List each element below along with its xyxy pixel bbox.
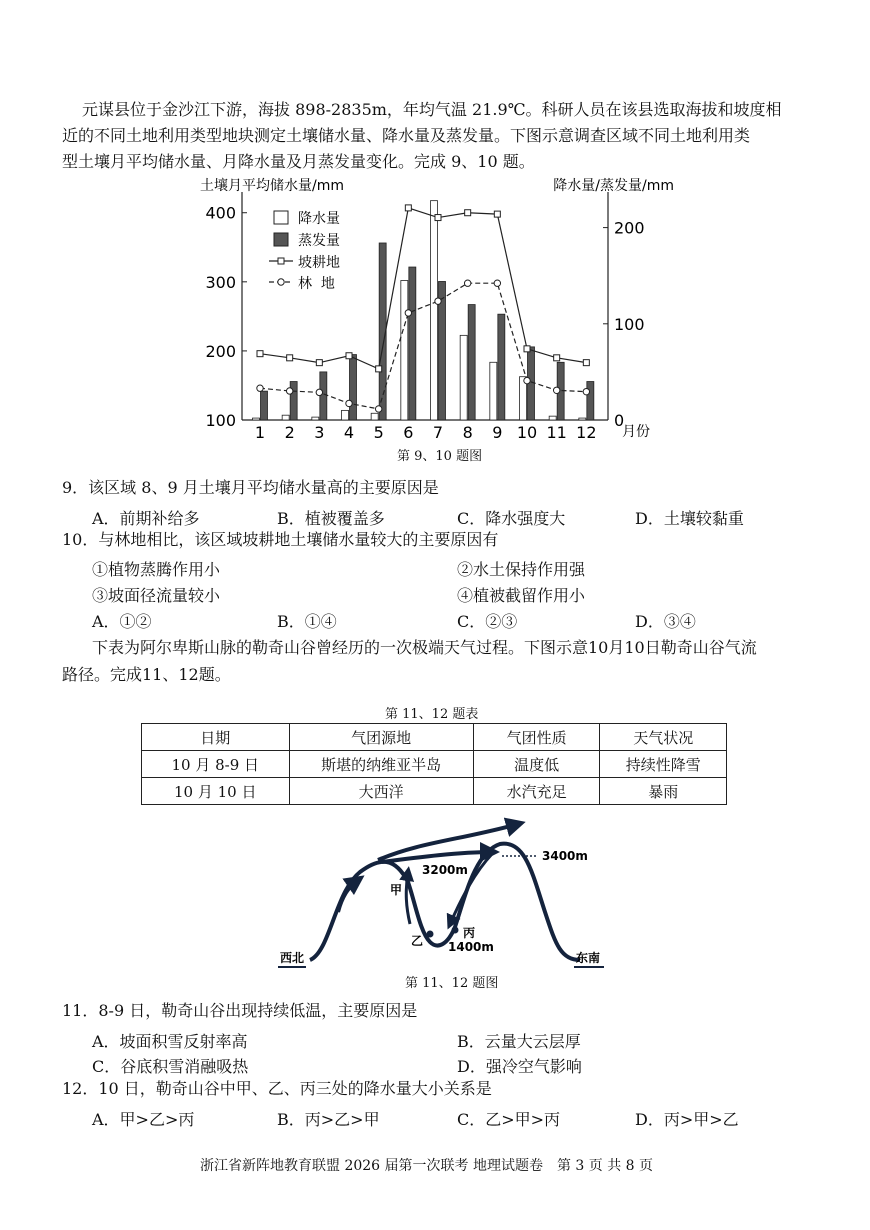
evap-bar bbox=[261, 391, 268, 420]
question-9-stem: 9．该区域 8、9 月土壤月平均储水量高的主要原因是 bbox=[62, 478, 439, 497]
x-tick-label: 1 bbox=[254, 423, 266, 442]
airflow-arrow-jia bbox=[406, 872, 410, 924]
label-1400m: 1400m bbox=[448, 940, 494, 954]
x-tick-label: 9 bbox=[492, 423, 503, 442]
q11-option-b[interactable]: B．云量大云层厚 bbox=[457, 1032, 581, 1051]
slope-farmland-point bbox=[465, 210, 471, 216]
x-tick-label: 12 bbox=[576, 423, 597, 442]
legend-label-evap: 蒸发量 bbox=[298, 233, 340, 249]
slope-farmland-point bbox=[524, 346, 530, 352]
slope-farmland-point bbox=[316, 360, 322, 366]
left-tick-label: 200 bbox=[205, 341, 236, 361]
q12-option-a[interactable]: A．甲>乙>丙 bbox=[92, 1110, 195, 1129]
table-cell: 持续性降雪 bbox=[600, 751, 727, 778]
q10-option-d[interactable]: D．③④ bbox=[635, 612, 696, 631]
table-header-row bbox=[142, 724, 727, 751]
precip-bar bbox=[579, 418, 586, 420]
legend-marker-forest bbox=[278, 279, 284, 285]
precip-bar bbox=[342, 410, 349, 420]
x-tick-label: 8 bbox=[462, 423, 473, 442]
legend bbox=[269, 210, 340, 292]
forest-point bbox=[346, 400, 352, 406]
forest-point bbox=[464, 280, 470, 286]
evap-bar bbox=[350, 355, 357, 420]
question-11-stem: 11．8-9 日，勒奇山谷出现持续低温，主要原因是 bbox=[62, 1001, 418, 1020]
table-caption: 第 11、12 题表 bbox=[385, 707, 479, 722]
x-tick-label: 4 bbox=[343, 423, 355, 442]
table-cell: 大西洋 bbox=[289, 778, 473, 805]
precip-bar bbox=[549, 416, 556, 420]
table-header-cell: 天气状况 bbox=[600, 724, 727, 751]
point-bing bbox=[452, 927, 459, 934]
left-tick-label: 100 bbox=[205, 411, 236, 430]
evap-bar bbox=[468, 305, 475, 420]
precip-bar bbox=[490, 362, 497, 420]
forest-point bbox=[494, 280, 500, 286]
figure-1-caption: 第 9、10 题图 bbox=[397, 449, 483, 464]
x-tick-label: 10 bbox=[516, 423, 538, 442]
slope-farmland-point bbox=[435, 215, 441, 221]
label-jia: 甲 bbox=[390, 883, 403, 897]
q10-item-3: ③坡面径流量较小 bbox=[92, 586, 221, 605]
precip-bar bbox=[371, 413, 378, 420]
label-3400m: 3400m bbox=[542, 849, 588, 863]
q12-option-c[interactable]: C．乙>甲>丙 bbox=[457, 1110, 561, 1129]
point-yi bbox=[427, 931, 434, 938]
table-cell: 10 月 10 日 bbox=[142, 778, 290, 805]
table-cell: 暴雨 bbox=[600, 778, 727, 805]
legend-marker-slope bbox=[278, 258, 284, 264]
precip-bar bbox=[312, 417, 319, 420]
forest-point bbox=[257, 385, 263, 391]
table-cell: 水汽充足 bbox=[473, 778, 600, 805]
table-header-cell: 气团性质 bbox=[473, 724, 600, 751]
legend-label-forest: 林 地 bbox=[298, 276, 335, 292]
slope-farmland-point bbox=[405, 205, 411, 211]
question-10-stem: 10．与林地相比，该区域坡耕地土壤储水量较大的主要原因有 bbox=[62, 530, 499, 549]
table-cell: 10 月 8-9 日 bbox=[142, 751, 290, 778]
table-row bbox=[142, 751, 727, 778]
right-tick-label: 200 bbox=[614, 218, 645, 238]
forest-point bbox=[286, 388, 292, 394]
q10-option-c[interactable]: C．②③ bbox=[457, 612, 518, 631]
table-row bbox=[142, 778, 727, 805]
table-header-cell: 日期 bbox=[142, 724, 290, 751]
slope-farmland-point bbox=[494, 211, 500, 217]
intro2-line-1: 下表为阿尔卑斯山脉的勒奇山谷曾经历的一次极端天气过程。下图示意10月10日勒奇山谷气流 bbox=[92, 638, 757, 657]
q12-option-d[interactable]: D．丙>甲>乙 bbox=[635, 1110, 739, 1129]
slope-farmland-point bbox=[554, 355, 560, 361]
slope-farmland-point bbox=[583, 360, 589, 366]
precip-bar bbox=[401, 281, 408, 420]
question-12-stem: 12．10 日，勒奇山谷中甲、乙、丙三处的降水量大小关系是 bbox=[62, 1079, 492, 1098]
right-tick-label: 0 bbox=[614, 411, 625, 430]
left-axis-label: 土壤月平均储水量/mm bbox=[200, 178, 344, 194]
q10-option-a[interactable]: A．①② bbox=[92, 612, 152, 631]
slope-farmland-point bbox=[287, 355, 293, 361]
x-tick-label: 3 bbox=[314, 423, 325, 442]
precip-bar bbox=[253, 418, 260, 420]
valley-airflow-diagram bbox=[270, 812, 620, 972]
x-tick-label: 11 bbox=[546, 423, 567, 442]
x-unit-label: 月份 bbox=[622, 424, 650, 440]
q10-item-4: ④植被截留作用小 bbox=[457, 586, 586, 605]
intro2-line-2: 路径。完成11、12题。 bbox=[62, 665, 231, 684]
table-header-cell: 气团源地 bbox=[289, 724, 473, 751]
right-axis-label: 降水量/蒸发量/mm bbox=[553, 178, 674, 194]
weather-table bbox=[141, 723, 727, 805]
forest-point bbox=[583, 388, 589, 394]
q9-option-a[interactable]: A．前期补给多 bbox=[92, 509, 200, 528]
x-tick-label: 7 bbox=[432, 423, 444, 442]
legend-swatch-precip bbox=[274, 211, 288, 224]
evap-bar bbox=[409, 267, 416, 420]
legend-swatch-evap bbox=[274, 233, 288, 246]
q10-item-1: ①植物蒸腾作用小 bbox=[92, 560, 221, 579]
q9-option-d[interactable]: D．土壤较黏重 bbox=[635, 509, 744, 528]
precip-bar bbox=[431, 201, 438, 420]
slope-farmland-point bbox=[257, 351, 263, 357]
q9-option-c[interactable]: C．降水强度大 bbox=[457, 509, 566, 528]
intro-line-1: 元谋县位于金沙江下游，海拔 898-2835m，年均气温 21.9℃。科研人员在该县选取海拔和坡度相 bbox=[82, 100, 782, 119]
evap-bar bbox=[587, 382, 594, 420]
table-cell: 温度低 bbox=[473, 751, 600, 778]
q9-option-b[interactable]: B．植被覆盖多 bbox=[277, 509, 385, 528]
forest-line bbox=[260, 283, 586, 409]
q12-option-b[interactable]: B．丙>乙>甲 bbox=[277, 1110, 380, 1129]
intro-line-2: 近的不同土地利用类型地块测定土壤储水量、降水量及蒸发量。下图示意调查区域不同土地利用类 bbox=[62, 126, 751, 145]
climate-chart bbox=[190, 170, 690, 450]
terrain-profile bbox=[310, 844, 580, 960]
precip-bar bbox=[282, 415, 289, 420]
label-bing: 丙 bbox=[463, 926, 476, 940]
label-yi: 乙 bbox=[411, 934, 424, 948]
q10-item-2: ②水土保持作用强 bbox=[457, 560, 586, 579]
label-southeast: 东南 bbox=[576, 951, 601, 965]
slope-farmland-point bbox=[376, 366, 382, 372]
forest-point bbox=[435, 298, 441, 304]
x-tick-label: 6 bbox=[403, 423, 414, 442]
q11-option-c[interactable]: C．谷底积雪消融吸热 bbox=[92, 1057, 249, 1076]
page-footer: 浙江省新阵地教育联盟 2026 届第一次联考 地理试题卷 第 3 页 共 8 页 bbox=[200, 1158, 654, 1174]
slope-farmland-point bbox=[346, 353, 352, 359]
evap-bar bbox=[290, 382, 297, 420]
legend-label-precip: 降水量 bbox=[298, 211, 340, 227]
forest-point bbox=[553, 387, 559, 393]
q11-option-d[interactable]: D．强冷空气影响 bbox=[457, 1057, 582, 1076]
forest-point bbox=[524, 377, 530, 383]
evap-bar bbox=[498, 314, 505, 420]
label-3200m: 3200m bbox=[422, 863, 468, 877]
evap-bar bbox=[320, 372, 327, 420]
intro-line-3: 型土壤月平均储水量、月降水量及月蒸发量变化。完成 9、10 题。 bbox=[62, 152, 535, 171]
figure-2-caption: 第 11、12 题图 bbox=[405, 976, 499, 991]
forest-point bbox=[316, 389, 322, 395]
x-tick-label: 5 bbox=[373, 423, 384, 442]
legend-label-slope: 坡耕地 bbox=[298, 255, 340, 271]
forest-point bbox=[405, 310, 411, 316]
forest-point bbox=[375, 406, 381, 412]
label-northwest: 西北 bbox=[280, 951, 305, 965]
q10-option-b[interactable]: B．①④ bbox=[277, 612, 337, 631]
x-tick-label: 2 bbox=[284, 423, 295, 442]
q11-option-a[interactable]: A．坡面积雪反射率高 bbox=[92, 1032, 248, 1051]
left-tick-label: 300 bbox=[205, 272, 236, 292]
precip-bar bbox=[460, 335, 467, 420]
right-tick-label: 100 bbox=[614, 314, 645, 334]
table-cell: 斯堪的纳维亚半岛 bbox=[289, 751, 473, 778]
left-tick-label: 400 bbox=[205, 203, 236, 223]
